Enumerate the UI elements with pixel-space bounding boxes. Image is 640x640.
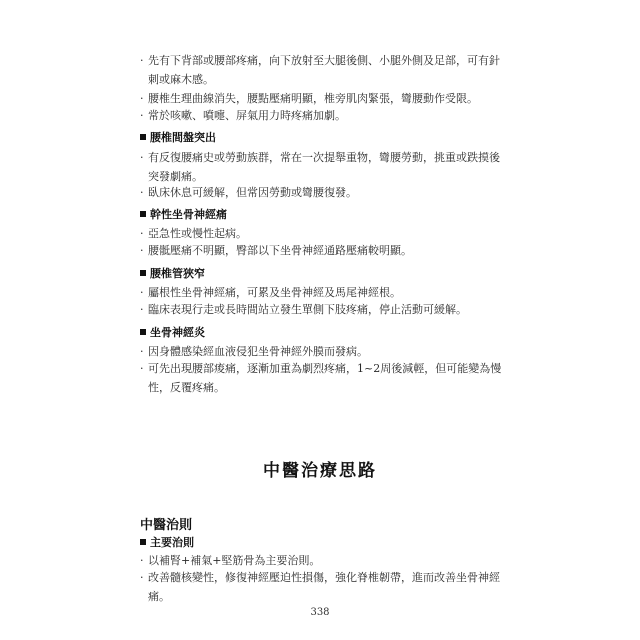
bullet-dot: · <box>140 151 144 164</box>
section-title: 中醫治則 <box>140 518 193 533</box>
subsection-heading: 主要治則 <box>140 536 194 550</box>
list-item-text: 屬根性坐骨神經痛，可累及坐骨神經及馬尾神經根。 <box>148 286 401 299</box>
list-item-text: 以補腎+補氣+堅筋骨為主要治則。 <box>148 554 321 567</box>
bullet-dot: · <box>140 362 144 375</box>
list-item <box>140 300 510 319</box>
list-item-text: 亞急性或慢性起病。 <box>148 227 247 240</box>
bullet-dot: · <box>140 345 144 358</box>
bullet-dot: · <box>140 303 144 316</box>
list-item <box>140 106 510 125</box>
list-item <box>140 359 510 397</box>
list-item-text: 可先出現腰部痠痛，逐漸加重為劇烈疼痛，1~2周後減輕，但可能變為慢性，反覆疼痛。 <box>148 362 502 394</box>
square-bullet-icon <box>140 211 146 217</box>
list-item <box>140 183 510 202</box>
square-bullet-icon <box>140 539 146 545</box>
bullet-dot: · <box>140 244 144 257</box>
bullet-dot: · <box>140 554 144 567</box>
list-item <box>140 51 510 89</box>
bullet-dot: · <box>140 186 144 199</box>
bullet-dot: · <box>140 92 144 105</box>
chapter-title: 中醫治療思路 <box>263 461 377 481</box>
list-item-text: 臥床休息可緩解，但常因勞動或彎腰復發。 <box>148 186 357 199</box>
bullet-dot: · <box>140 54 144 67</box>
bullet-dot: · <box>140 109 144 122</box>
section-heading: 腰椎管狹窄 <box>140 267 205 281</box>
bullet-dot: · <box>140 227 144 240</box>
square-bullet-icon <box>140 134 146 140</box>
list-item-text: 有反復腰痛史或勞動族群，常在一次提舉重物，彎腰勞動，挑重或跌摸後突發劇痛。 <box>148 151 500 183</box>
list-item <box>140 148 510 186</box>
section-heading: 腰椎間盤突出 <box>140 131 216 145</box>
list-item-text: 腰骶壓痛不明顯，臀部以下坐骨神經通路壓痛較明顯。 <box>148 244 412 257</box>
list-item-text: 常於咳嗽、噴嚏、屏氣用力時疼痛加劇。 <box>148 109 346 122</box>
square-bullet-icon <box>140 270 146 276</box>
section-heading: 坐骨神經炎 <box>140 326 205 340</box>
list-item-text: 因身體感染經血液侵犯坐骨神經外膜而發病。 <box>148 345 368 358</box>
list-item <box>140 568 510 606</box>
section-heading: 幹性坐骨神經痛 <box>140 208 227 222</box>
bullet-dot: · <box>140 571 144 584</box>
list-item <box>140 241 510 260</box>
list-item-text: 先有下背部或腰部疼痛，向下放射至大腿後側、小腿外側及足部，可有針刺或麻木感。 <box>148 54 500 86</box>
list-item-text: 改善髓核變性，修復神經壓迫性損傷，強化脊椎韌帶，進而改善坐骨神經痛。 <box>148 571 500 603</box>
square-bullet-icon <box>140 329 146 335</box>
list-item-text: 臨床表現行走或長時間站立發生單側下肢疼痛，停止活動可緩解。 <box>148 303 467 316</box>
bullet-dot: · <box>140 286 144 299</box>
list-item-text: 腰椎生理曲線消失，腰點壓痛明顯，椎旁肌肉緊張，彎腰動作受限。 <box>148 92 478 105</box>
page-number: 338 <box>310 607 330 618</box>
